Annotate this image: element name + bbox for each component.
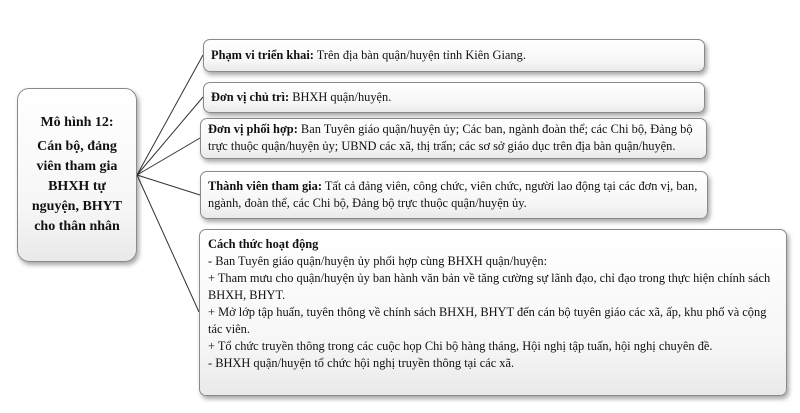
branch-operation-heading: Cách thức hoạt động: [208, 237, 319, 251]
branch-partners-label: Đơn vị phối hợp:: [208, 122, 298, 136]
operation-line: - BHXH quận/huyện tổ chức hội nghị truyền thông tại các xã.: [208, 356, 515, 370]
branch-lead: [203, 82, 705, 113]
branch-operation: [199, 229, 787, 396]
main-node-subtitle: Cán bộ, đảng viên tham gia BHXH tự nguyện, BHYT cho thân nhân: [31, 139, 123, 234]
branch-scope-text: Trên địa bàn quận/huyện tỉnh Kiên Giang.: [313, 48, 526, 62]
branch-lead-text: BHXH quận/huyện.: [289, 90, 392, 104]
operation-line: + Mở lớp tập huấn, tuyên thông về chính sách BHXH, BHYT đến cán bộ tuyên giáo các xã, ấp, khu phố và cộng tác viên.: [208, 305, 767, 336]
branch-partners-text: Ban Tuyên giáo quận/huyện ủy; Các ban, ngành đoàn thể; các Chi bộ, Đảng bộ trực thuộc quận/huyện ủy; UBND các xã, thị trấn; các sơ sở giáo dục trên địa bàn quận/huyện.: [208, 122, 693, 153]
branch-members-label: Thành viên tham gia:: [208, 179, 322, 193]
connector-scope: [137, 55, 203, 175]
branch-scope-label: Phạm vi triển khai:: [211, 48, 314, 62]
connector-partners: [137, 138, 200, 175]
branch-partners: [200, 118, 707, 159]
main-node: [17, 88, 137, 262]
branch-members-text: Tất cả đảng viên, công chức, viên chức, người lao động tại các đơn vị, ban, ngành, đoàn thể, các Chi bộ, Đảng bộ trực thuộc quận/huyện ủy.: [208, 179, 698, 210]
connector-members: [137, 175, 200, 195]
operation-line: - Ban Tuyên giáo quận/huyện ủy phối hợp cùng BHXH quận/huyện:: [208, 254, 548, 268]
operation-line: + Tham mưu cho quận/huyện ủy ban hành văn bản về tăng cường sự lãnh đạo, chỉ đạo trong thực hiện chính sách BHXH, BHYT.: [208, 271, 771, 302]
main-node-title: Mô hình 12:: [40, 115, 114, 130]
operation-line: + Tổ chức truyền thông trong các cuộc họp Chi bộ hàng tháng, Hội nghị tập tuấn, hội nghị chuyên đề.: [208, 339, 713, 353]
branch-lead-label: Đơn vị chủ trì:: [211, 90, 290, 104]
connector-operation: [137, 175, 199, 312]
connector-lead: [137, 97, 203, 175]
branch-scope: [203, 39, 705, 72]
branch-members: [200, 171, 708, 219]
